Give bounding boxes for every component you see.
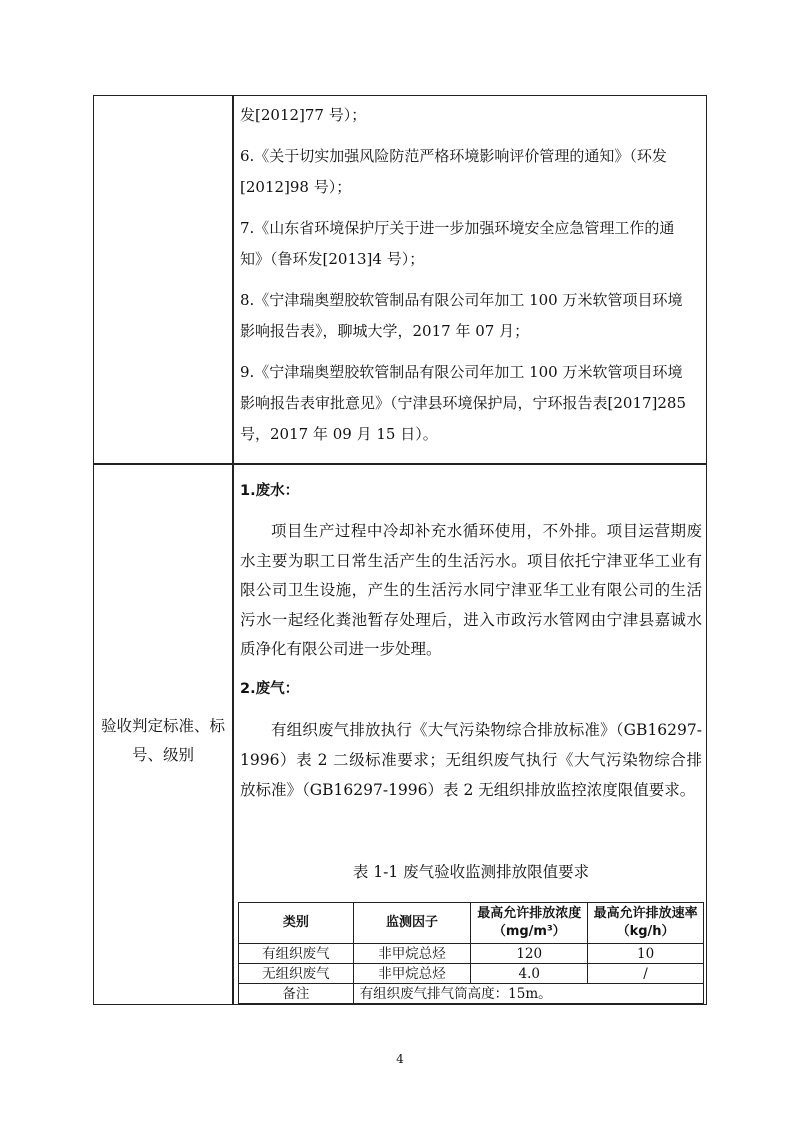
reference-item xyxy=(240,100,700,131)
reference-line: 影响报告表审批意见》（宁津县环境保护局，宁环报告表[2017]285 xyxy=(240,394,687,412)
criteria-label-line: 号、级别 xyxy=(131,746,194,764)
header-concentration: 最高允许排放浓度（mg/m³） xyxy=(471,903,588,944)
reference-line: 知》（鲁环发[2013]4 号）； xyxy=(240,250,425,268)
note-text: 有组织废气排气筒高度：15m。 xyxy=(353,984,703,1004)
header-rate: 最高允许排放速率（kg/h） xyxy=(588,903,704,944)
reference-item xyxy=(240,213,700,275)
table-cell: 非甲烷总烃 xyxy=(353,964,471,984)
reference-item xyxy=(240,285,700,347)
table-row xyxy=(239,944,704,964)
table-cell: 无组织废气 xyxy=(239,964,354,984)
criteria-content xyxy=(240,475,702,805)
table-cell: 10 xyxy=(588,944,704,964)
row-divider xyxy=(93,463,707,465)
exhaust-heading: 2.废气： xyxy=(240,680,300,697)
table-caption: 表 1-1 废气验收监测排放限值要求 xyxy=(352,863,590,881)
reference-line: 7.《山东省环境保护厅关于进一步加强环境安全应急管理工作的通 xyxy=(240,219,675,237)
reference-line: 影响报告表》，聊城大学，2017 年 07 月； xyxy=(240,322,530,340)
wastewater-heading: 1.废水： xyxy=(240,483,300,499)
reference-line: [2012]98 号）； xyxy=(240,178,352,196)
table-cell: / xyxy=(588,964,704,984)
page-number: 4 xyxy=(396,1052,404,1066)
table-cell: 有组织废气 xyxy=(239,944,354,964)
criteria-label-line: 验收判定标准、标 xyxy=(100,717,225,735)
exhaust-paragraph: 有组织废气排放执行《大气污染物综合排放标准》（GB16297-1996）表 2 二级标准要求；无组织废气执行《大气污染物综合排放标准》（GB16297-1996）表 2 无组织排放监控浓度限值要求。 xyxy=(240,720,702,799)
table-note-row xyxy=(239,984,704,1004)
column-divider xyxy=(232,95,234,1005)
reference-line: 发[2012]77 号）； xyxy=(240,106,367,124)
reference-item xyxy=(240,357,700,450)
header-factor: 监测因子 xyxy=(353,903,471,944)
reference-line: 号，2017 年 09 月 15 日）。 xyxy=(240,425,438,443)
reference-item xyxy=(240,141,700,203)
table-row xyxy=(239,964,704,984)
reference-line: 6.《关于切实加强风险防范严格环境影响评价管理的通知》（环发 xyxy=(240,147,667,165)
table-cell: 非甲烷总烃 xyxy=(353,944,471,964)
table-header-row xyxy=(239,903,704,944)
table-cell: 120 xyxy=(471,944,588,964)
note-label: 备注 xyxy=(239,984,354,1004)
reference-list xyxy=(240,100,700,460)
emission-limits-table xyxy=(238,902,704,1004)
wastewater-paragraph: 项目生产过程中冷却补充水循环使用，不外排。项目运营期废水主要为职工日常生活产生的生活污水。项目依托宁津亚华工业有限公司卫生设施，产生的生活污水同宁津亚华工业有限公司的生活污水一起经化粪池暂存处理后，进入市政污水管网由宁津县嘉诚水质净化有限公司进一步处理。 xyxy=(240,522,702,658)
header-category: 类别 xyxy=(239,903,354,944)
table-cell: 4.0 xyxy=(471,964,588,984)
reference-line: 9.《宁津瑞奥塑胶软管制品有限公司年加工 100 万米软管项目环境 xyxy=(240,363,683,381)
criteria-label xyxy=(96,712,230,770)
reference-line: 8.《宁津瑞奥塑胶软管制品有限公司年加工 100 万米软管项目环境 xyxy=(240,291,683,309)
